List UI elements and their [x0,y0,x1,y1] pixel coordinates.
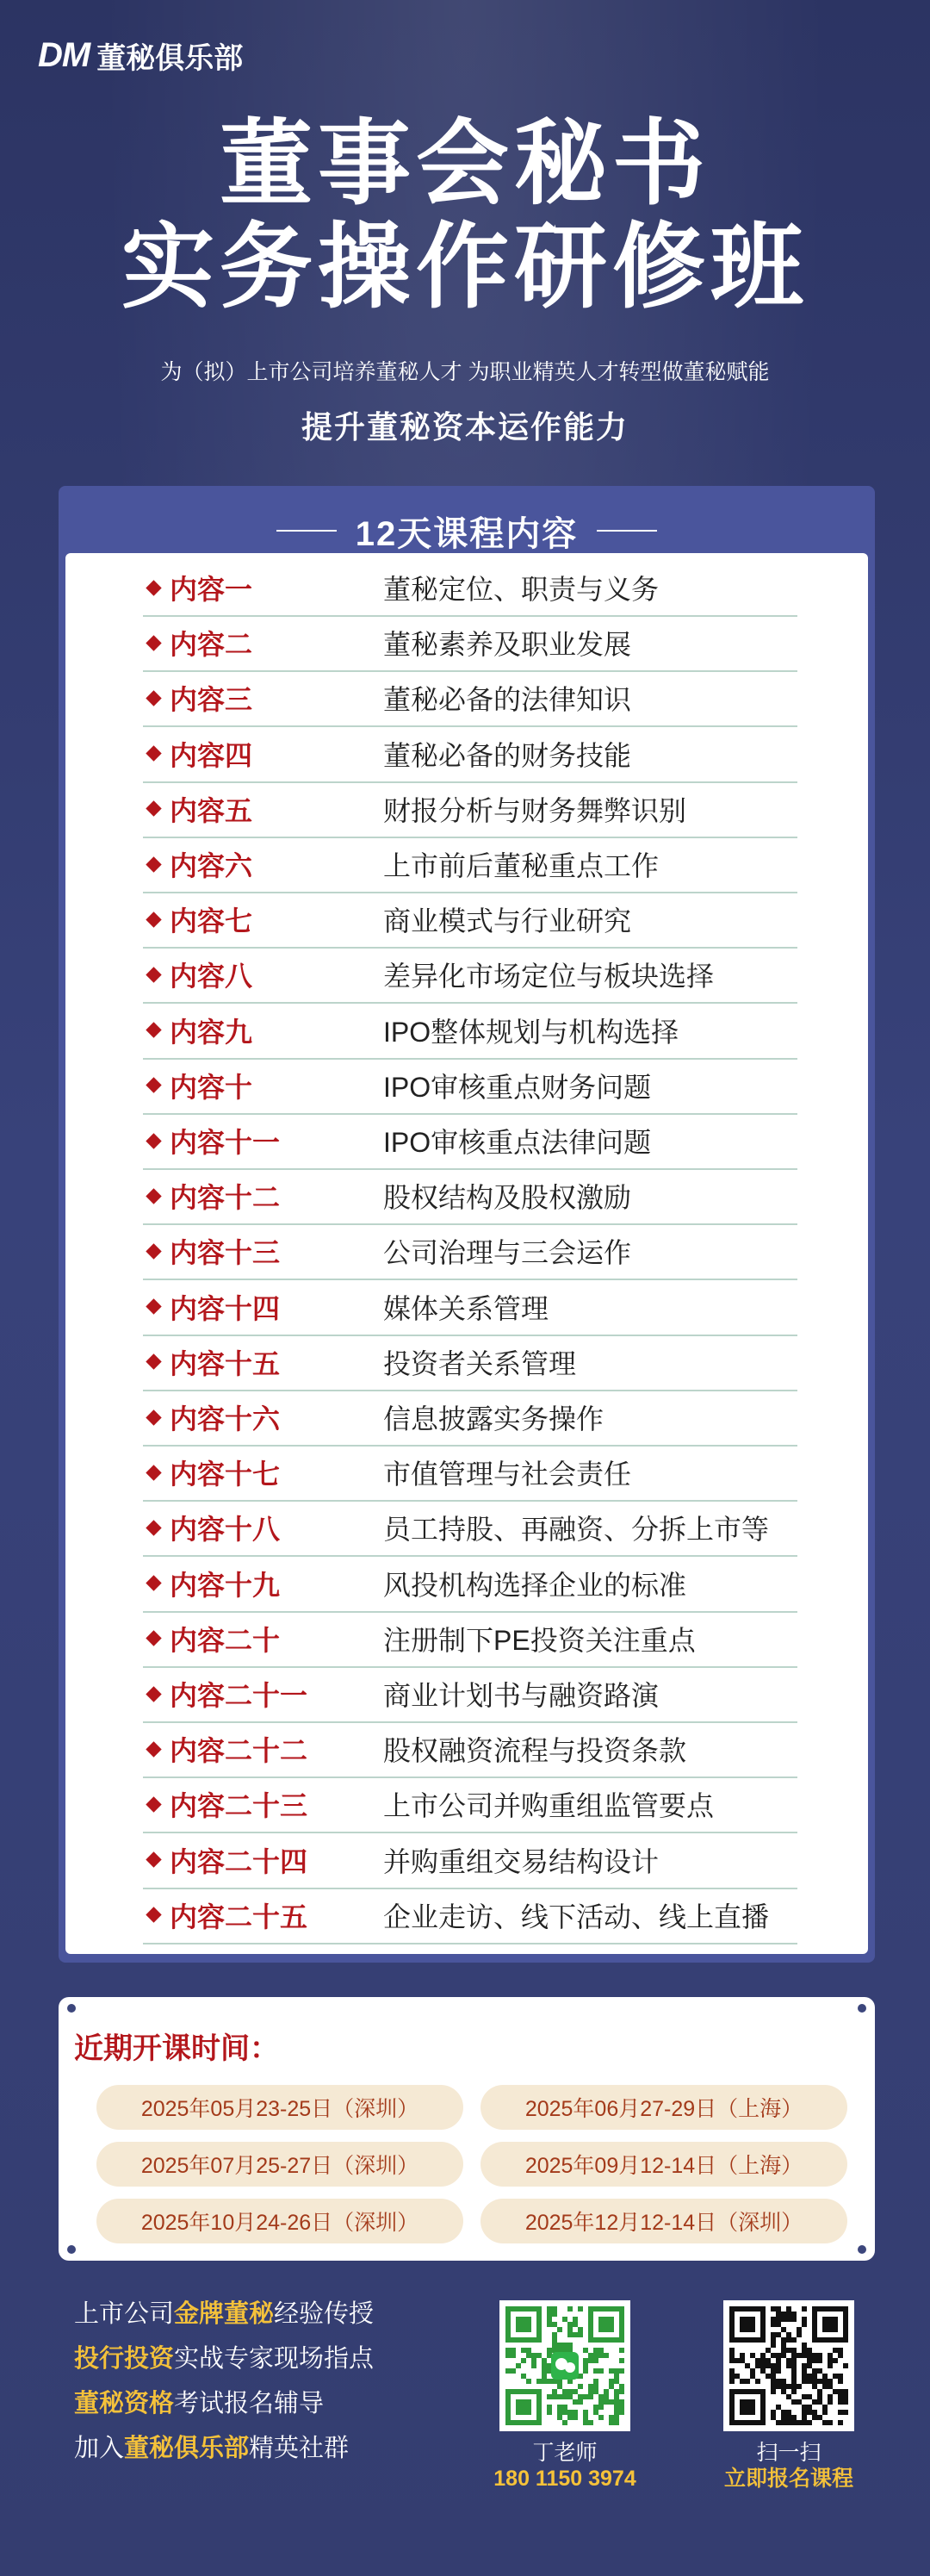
corner-dot [67,2004,76,2013]
date-pill: 2025年05月23-25日（深圳） [96,2085,463,2130]
teacher-phone[interactable]: 180 1150 3974 [493,2467,636,2491]
course-label: 内容七 [170,905,253,937]
course-desc: 差异化市场定位与板块选择 [383,961,715,992]
course-row [143,560,797,617]
course-label: 内容十三 [170,1237,281,1269]
course-row [143,1390,797,1447]
course-row [143,1445,797,1502]
course-label: 内容二十五 [170,1901,308,1932]
diamond-bullet-icon [146,1631,161,1646]
diamond-bullet-icon [146,745,161,761]
signup-link[interactable]: 立即报名课程 [723,2467,853,2491]
subtitle: 为（拟）上市公司培养董秘人才 为职业精英人才转型做董秘赋能 [160,360,770,384]
course-row [143,1058,797,1115]
schedule-card [59,1997,875,2261]
diamond-bullet-icon [146,1022,161,1037]
brand-logo [38,34,243,77]
qr-pattern-icon [723,2300,854,2431]
course-desc: 董秘定位、职责与义务 [383,574,660,605]
course-row [143,1832,797,1889]
course-row [143,1776,797,1833]
course-row [143,1666,797,1723]
schedule-title: 近期开课时间： [74,2032,279,2065]
diamond-bullet-icon [146,1851,161,1867]
course-row [143,892,797,949]
course-row [143,1223,797,1280]
diamond-bullet-icon [146,967,161,982]
diamond-bullet-icon [146,1907,161,1923]
course-row [143,726,797,783]
course-label: 内容四 [170,739,253,771]
course-desc: 企业走访、线下活动、线上直播 [383,1901,770,1932]
course-desc: 公司治理与三会运作 [383,1237,632,1269]
course-label: 内容十八 [170,1514,281,1546]
course-desc: 员工持股、再融资、分拆上市等 [383,1514,770,1546]
diamond-bullet-icon [146,580,161,595]
brand-name: 董秘俱乐部 [96,42,244,75]
course-desc: 上市前后董秘重点工作 [383,850,660,881]
diamond-bullet-icon [146,1409,161,1425]
course-row [143,1003,797,1060]
brand-dm: DM [38,36,90,74]
course-label: 内容十五 [170,1347,281,1379]
course-desc: 媒体关系管理 [383,1292,549,1324]
corner-dot [67,2245,76,2254]
course-label: 内容二十四 [170,1845,308,1877]
date-pill: 2025年09月12-14日（上海） [480,2142,847,2187]
course-label: 内容十七 [170,1459,281,1490]
course-desc: 上市公司并购重组监管要点 [383,1790,715,1822]
diamond-bullet-icon [146,635,161,650]
course-desc: 商业计划书与融资路演 [383,1680,660,1711]
course-label: 内容二十二 [170,1735,308,1767]
diamond-bullet-icon [146,801,161,817]
course-row [143,1113,797,1170]
diamond-bullet-icon [146,856,161,872]
course-desc: IPO审核重点财务问题 [383,1071,652,1103]
corner-dot [858,2004,866,2013]
course-label: 内容五 [170,794,253,826]
corner-dot [858,2245,866,2254]
course-row [143,947,797,1004]
course-desc: 注册制下PE投资关注重点 [383,1624,696,1656]
course-row [143,1168,797,1225]
wechat-qr-code[interactable] [499,2300,630,2431]
course-row [143,837,797,893]
course-label: 内容十 [170,1071,253,1103]
course-label: 内容八 [170,961,253,992]
course-label: 内容九 [170,1016,253,1048]
header-divider-right [597,530,657,532]
course-label: 内容三 [170,684,253,716]
diamond-bullet-icon [146,1188,161,1204]
course-row [143,1500,797,1557]
diamond-bullet-icon [146,1243,161,1259]
diamond-bullet-icon [146,912,161,927]
course-desc: 市值管理与社会责任 [383,1459,632,1490]
course-desc: 董秘必备的法律知识 [383,684,632,716]
course-panel [59,486,875,1963]
date-pill: 2025年12月12-14日（深圳） [480,2199,847,2243]
course-desc: IPO审核重点法律问题 [383,1127,652,1158]
course-desc: 股权融资流程与投资条款 [383,1735,687,1767]
course-label: 内容十一 [170,1127,281,1158]
course-label: 内容一 [170,574,253,605]
course-list [65,553,868,1954]
course-label: 内容二十 [170,1624,281,1656]
course-label: 内容十九 [170,1569,281,1601]
date-pill: 2025年10月24-26日（深圳） [96,2199,463,2243]
course-row [143,1721,797,1778]
course-desc: 股权结构及股权激励 [383,1182,632,1214]
teacher-name: 丁老师 [532,2441,598,2465]
diamond-bullet-icon [146,1078,161,1093]
signup-qr-code[interactable] [723,2300,854,2431]
diamond-bullet-icon [146,1741,161,1757]
course-desc: 信息披露实务操作 [383,1403,604,1434]
diamond-bullet-icon [146,690,161,706]
promo-line: 上市公司金牌董秘经验传授 [74,2300,375,2328]
signup-caption [689,2440,889,2492]
course-row [143,615,797,672]
slogan: 提升董秘资本运作能力 [301,409,629,445]
qr-pattern-icon [499,2300,630,2431]
course-label: 内容十二 [170,1182,281,1214]
course-label: 内容二十一 [170,1680,308,1711]
course-label: 内容十四 [170,1292,281,1324]
course-row [143,1611,797,1668]
course-desc: 商业模式与行业研究 [383,905,632,937]
diamond-bullet-icon [146,1298,161,1314]
diamond-bullet-icon [146,1686,161,1702]
main-title-line2: 实务操作研修班 [121,215,809,319]
course-row [143,670,797,727]
course-row [143,781,797,838]
course-row [143,1556,797,1613]
course-desc: 财报分析与财务舞弊识别 [383,794,687,826]
diamond-bullet-icon [146,1796,161,1812]
course-desc: 风投机构选择企业的标准 [383,1569,687,1601]
course-desc: 投资者关系管理 [383,1347,577,1379]
diamond-bullet-icon [146,1575,161,1590]
course-row [143,1279,797,1336]
promo-list [74,2292,374,2471]
course-row [143,1888,797,1944]
diamond-bullet-icon [146,1133,161,1148]
course-desc: IPO整体规划与机构选择 [383,1016,679,1048]
promo-line: 加入董秘俱乐部精英社群 [74,2435,350,2462]
course-desc: 并购重组交易结构设计 [383,1845,660,1877]
scan-text: 扫一扫 [756,2441,822,2465]
course-label: 内容六 [170,850,253,881]
course-row [143,1335,797,1391]
promo-line: 投行投资实战专家现场指点 [74,2345,375,2373]
date-pill: 2025年06月27-29日（上海） [480,2085,847,2130]
diamond-bullet-icon [146,1520,161,1535]
course-label: 内容十六 [170,1403,281,1434]
course-header-text: 12天课程内容 [355,514,579,553]
course-desc: 董秘必备的财务技能 [383,739,632,771]
header-divider-left [276,530,337,532]
diamond-bullet-icon [146,1465,161,1480]
diamond-bullet-icon [146,1354,161,1370]
teacher-contact [465,2440,665,2492]
date-pill: 2025年07月25-27日（深圳） [96,2142,463,2187]
promo-line: 董秘资格考试报名辅导 [74,2390,325,2417]
course-label: 内容二 [170,629,253,661]
course-label: 内容二十三 [170,1790,308,1822]
course-desc: 董秘素养及职业发展 [383,629,632,661]
main-title-line1: 董事会秘书 [219,111,710,215]
